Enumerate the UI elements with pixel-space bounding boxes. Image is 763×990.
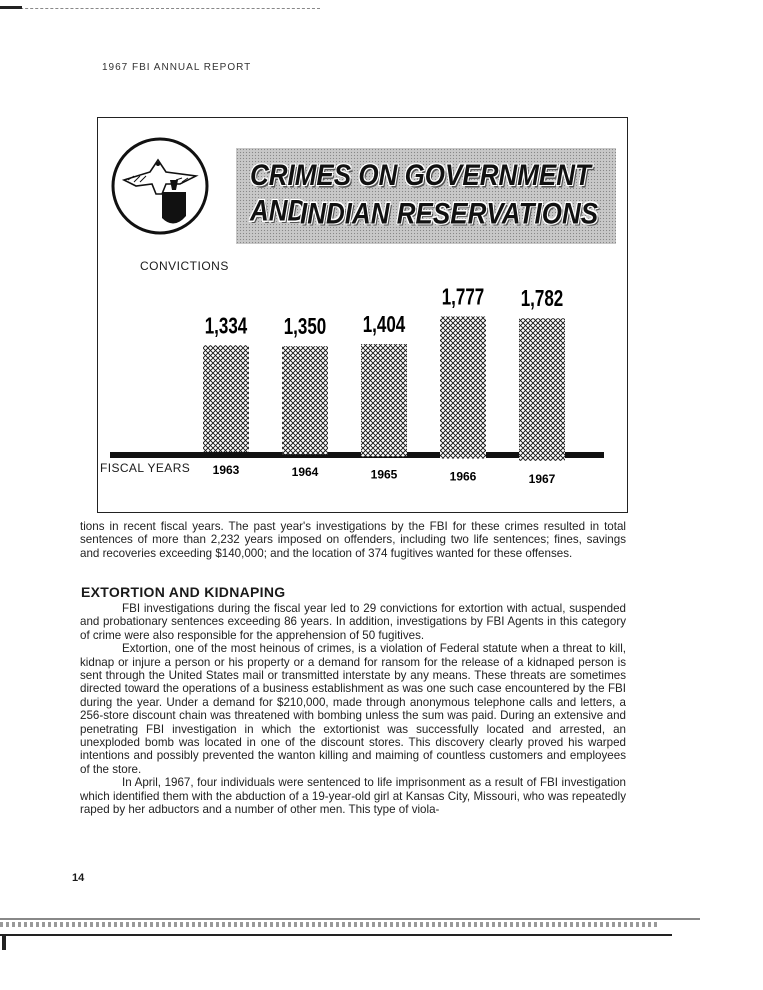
paragraph-text: tions in recent fiscal years. The past year's investigations by the FBI for these crimes resulted in total sentences of more than 2,232 years imposed on offenders, including two life sentences; fines, savings and recoveries exceeding $140,000; and the location of 374 fugitives wanted for these offenses. [80, 520, 626, 560]
figure-title-line-1: CRIMES ON GOVERNMENT AND [250, 157, 591, 228]
chart-y-label: CONVICTIONS [140, 259, 229, 273]
section-body [80, 602, 626, 817]
x-tick-label: 1964 [291, 465, 319, 480]
x-tick-label: 1965 [370, 467, 398, 482]
bar-value-label: 1,350 [283, 314, 327, 340]
chart-x-label: FISCAL YEARS [100, 461, 191, 475]
section-paragraph: In April, 1967, four individuals were sentenced to life imprisonment as a result of FBI investigation which identified them with the abduction of a 19-year-old girl at Kansas City, Missouri, who was repeatedly raped by her adbuctors and a number of other men. This type of viola- [80, 776, 626, 817]
bar-value-label: 1,777 [441, 285, 485, 311]
figure-panel [97, 117, 628, 513]
x-tick-label: 1963 [212, 463, 240, 477]
x-tick-label: 1967 [528, 471, 556, 486]
scan-edge-bottom [0, 910, 763, 950]
section-paragraph: FBI investigations during the fiscal year led to 29 convictions for extortion with actual, suspended and probationary sentences exceeding 86 years. In addition, investigations by FBI Agents in this category of crime were also responsible for the apprehension of 50 fugitives. [80, 602, 626, 642]
section-paragraph: Extortion, one of the most heinous of crimes, is a violation of Federal statute when a threat to kill, kidnap or injure a person or his property or a demand for ransom for the release of a kidnaped person is sent through the United States mail or transmitted interstate by any means. These threats are sometimes directed toward the operations of a business establishment as was one such case encountered by the FBI during the year. Under a demand for $210,000, made through anonymous telephone calls and letters, a 256-store discount chain was threatened with bombing unless the sum was paid. During an extensive and penetrating FBI investigation in which the extortionist was successfully located and arrested, an unexploded bomb was located in one of the discount stores. This discovery clearly proved his warped intentions and possibly prevented the wanton killing and maiming of countless customers and employees of the store. [80, 642, 626, 776]
bar-1964 [282, 346, 328, 454]
section-heading: EXTORTION AND KIDNAPING [81, 584, 286, 600]
bar-value-label: 1,782 [520, 286, 564, 312]
bar-value-label: 1,334 [204, 313, 248, 339]
bar-value-label: 1,404 [362, 312, 406, 338]
bar-1965 [361, 344, 407, 456]
paragraph-continued [80, 520, 626, 560]
scan-edge-top [0, 0, 320, 9]
page-number: 14 [72, 872, 85, 884]
bar-1967 [519, 318, 565, 461]
convictions-bar-chart [98, 118, 627, 512]
bar-1966 [440, 316, 486, 458]
figure-title-line-2: INDIAN RESERVATIONS [300, 195, 599, 231]
running-head: 1967 FBI ANNUAL REPORT [102, 62, 252, 73]
x-tick-label: 1966 [449, 469, 477, 484]
bar-1963 [203, 345, 249, 452]
